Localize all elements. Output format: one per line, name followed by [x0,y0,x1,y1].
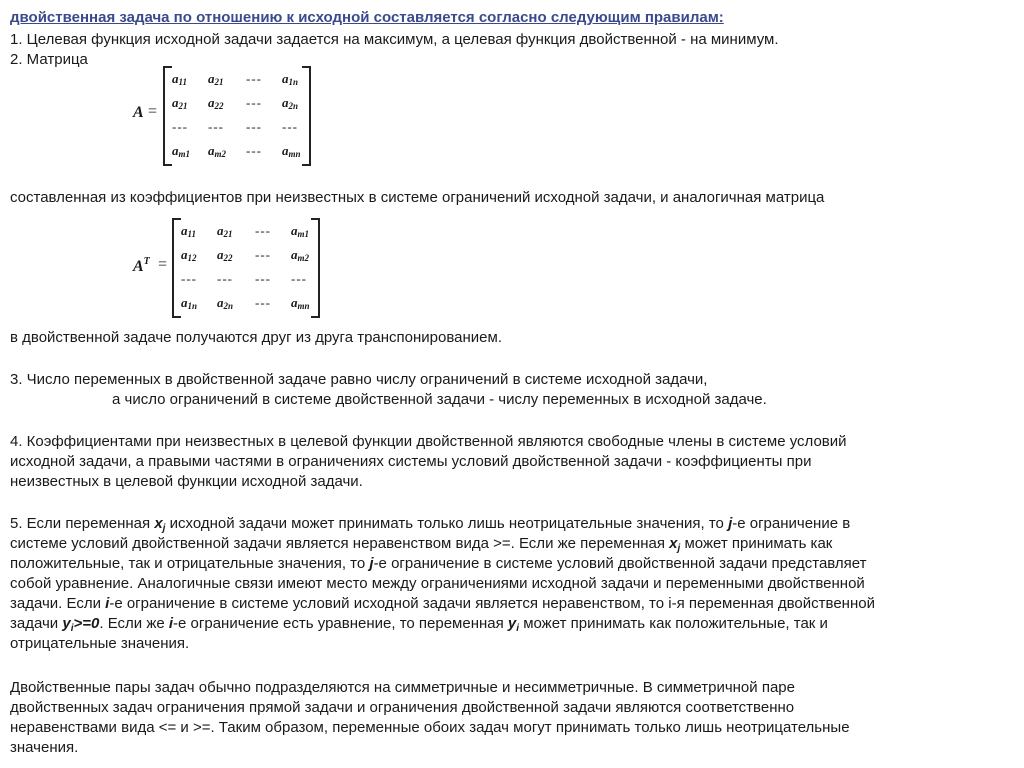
matrix-at-cell: $a_{2n}$ [217,295,234,311]
matrix-at-cell: --- [255,223,271,238]
rule-4-line-1: 4. Коэффициентами при неизвестных в целевой функции двойственной являются свободные члены в системе условий [10,433,847,450]
matrix-at-cell: --- [217,271,233,286]
var-xj: $x_j$ [154,515,166,534]
matrix-a-right-bracket [302,66,311,166]
rule-4-line-2: исходной задачи, а правыми частями в ограничениях системы условий двойственной задачи - коэффициенты при [10,453,812,470]
matrix-at-cell: $a_{m2}$ [291,247,310,263]
matrix-at-cell: $a_{m1}$ [291,223,310,239]
matrix-at-cells [177,219,323,315]
rule-4-line-3: неизвестных в целевой функции исходной задачи. [10,473,363,490]
matrix-at-cell: $a_{mn}$ [291,295,310,311]
matrix-a-cell: $a_{22}$ [208,95,224,111]
matrix-a-cell: $a_{2n}$ [282,95,299,111]
matrix-at-cell: $a_{12}$ [181,247,197,263]
matrix-a-cell: --- [246,143,262,158]
matrix-a-cell: $a_{11}$ [172,71,188,87]
rule-5-line-3: положительные, так и отрицательные значения, то j-е ограничение в системе условий двойственной задачи представляет [10,555,867,572]
matrix-a-equals: = [148,103,158,120]
final-line-2: двойственных задач ограничения прямой задачи и ограничения двойственной задачи являются соответственно [10,699,795,716]
final-line-3: неравенствами вида <= и >=. Таким образом, переменные обоих задач могут принимать только лишь неотрицательные [10,719,850,736]
matrix-at-cell: $a_{22}$ [217,247,233,263]
matrix-a-cell: $a_{mn}$ [282,143,301,159]
rule-2-label: 2. Матрица [10,51,88,68]
matrix-a-cell: --- [246,71,262,86]
matrix-a-cell: $a_{m1}$ [172,143,191,159]
after-matrix-a: составленная из коэффициентов при неизвестных в системе ограничений исходной задачи, и аналогичная матрица [10,189,825,206]
matrix-at-cell: $a_{1n}$ [181,295,198,311]
matrix-a-cell: --- [172,119,188,134]
matrix-at-equals: = [158,256,168,273]
matrix-a-cell: --- [282,119,298,134]
rule-3-line-2: а число ограничений в системе двойственной задачи - числу переменных в исходной задаче. [112,391,767,408]
matrix-a-cell: $a_{m2}$ [208,143,227,159]
rule-1: 1. Целевая функция исходной задачи задается на максимум, а целевая функция двойственной - на минимум. [10,31,779,48]
matrix-a-cells [168,67,314,163]
rule-5-line-5: задачи. Если i-е ограничение в системе условий исходной задачи является неравенством, то i-я переменная двойственной [10,595,875,612]
slide-title: двойственная задача по отношению к исходной составляется согласно следующим правилам: [10,9,724,26]
matrix-at-right-bracket [311,218,320,318]
rule-5-line-1: 5. Если переменная $x_j$ исходной задачи может принимать только лишь неотрицательные значения, то j-е ограничение в [10,515,851,534]
matrix-at-cell: $a_{21}$ [217,223,233,239]
after-matrix-at: в двойственной задаче получаются друг из друга транспонированием. [10,329,502,346]
matrix-a-cell: --- [208,119,224,134]
matrix-at-cell: $a_{11}$ [181,223,197,239]
matrix-at-cell: --- [255,247,271,262]
rule-5-line-2: системе условий двойственной задачи является неравенством вида >=. Если же переменная $x_j$ может принимать как [10,535,833,554]
rule-5-line-4: собой уравнение. Аналогичные связи имеют место между ограничениями исходной задачи и переменными двойственной [10,575,865,592]
rule-5-line-6: задачи $y_i>=0$. Если же i-е ограничение есть уравнение, то переменная $y_i$ может принимать как положительные, так и [10,615,828,634]
matrix-at-symbol: $A^T$ [133,256,150,275]
matrix-at-cell: --- [255,271,271,286]
rule-5-line-7: отрицательные значения. [10,635,190,652]
matrix-a-cell: --- [246,119,262,134]
matrix-at-cell: --- [291,271,307,286]
rule-3-line-1: 3. Число переменных в двойственной задаче равно числу ограничений в системе исходной задачи, [10,371,708,388]
matrix-a-cell: $a_{21}$ [208,71,224,87]
matrix-at-cell: --- [181,271,197,286]
matrix-a-cell: $a_{1n}$ [282,71,299,87]
final-line-4: значения. [10,739,79,756]
matrix-a-cell: $a_{21}$ [172,95,188,111]
matrix-a-symbol: A [133,104,144,121]
matrix-at-cell: --- [255,295,271,310]
final-line-1: Двойственные пары задач обычно подразделяются на симметричные и несимметричные. В симметричной паре [10,679,795,696]
matrix-a-cell: --- [246,95,262,110]
